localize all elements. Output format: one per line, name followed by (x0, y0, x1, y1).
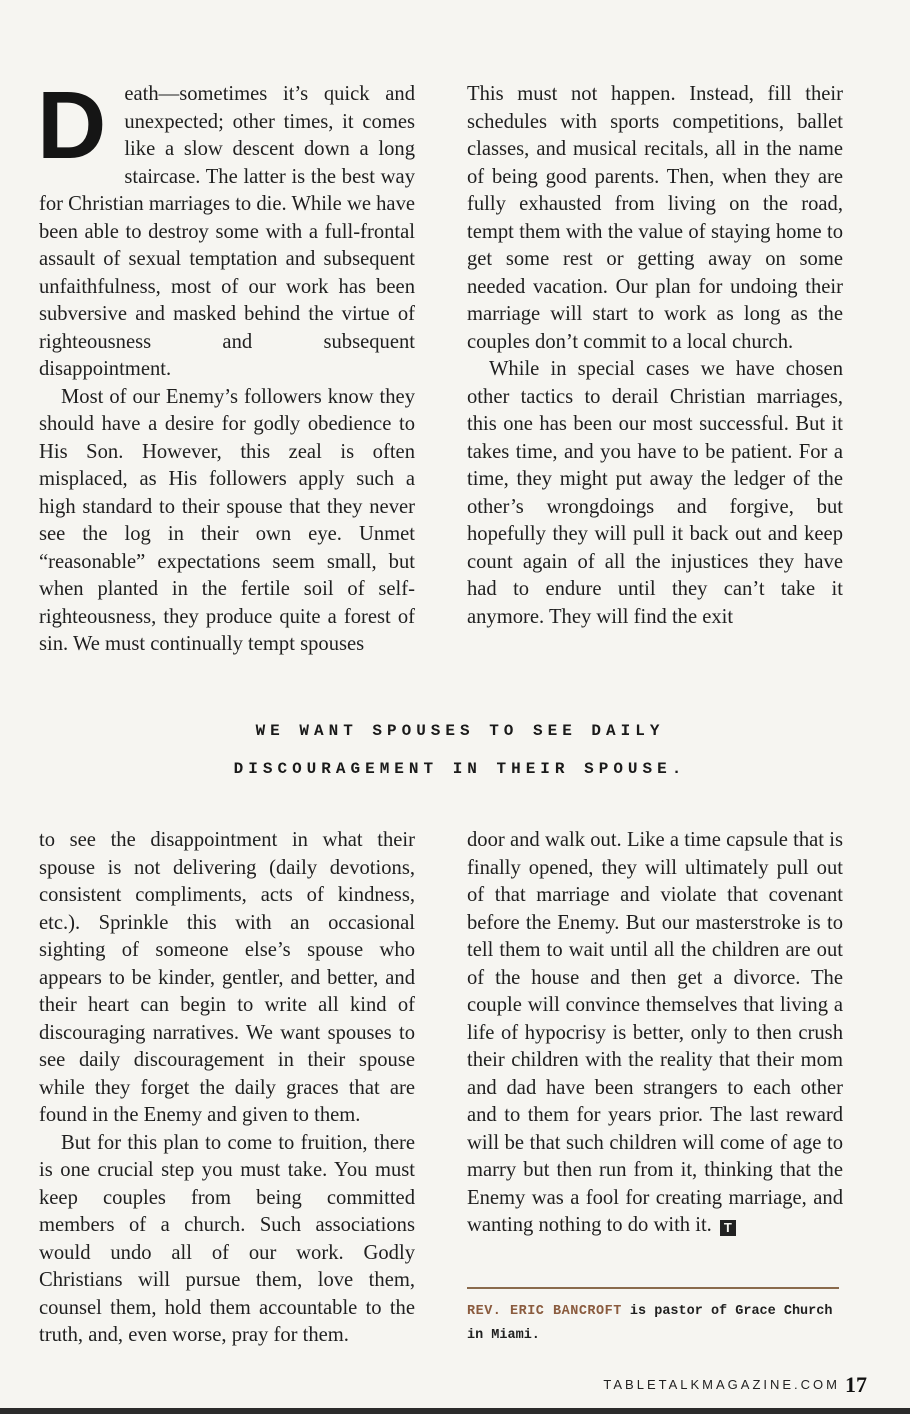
paragraph-text: door and walk out. Like a time capsule that is finally opened, they will ultimately pull out of that marriage and violate that covenant before the Enemy. But our masterstroke is to tell them to wait until all the children are out of the house and then get a divorce. The couple will convince themselves that living a life of hypocrisy is better, only to then crush their children with the reality that their mom and dad have been strangers to each other and to them for years prior. The last reward will be that such children will come of age to marry but then run from it, thinking that the Enemy was a fool for creating marriage, and wanting nothing to do with it. (467, 829, 843, 1236)
author-divider (467, 1287, 839, 1289)
article-column-bottom-left (39, 827, 415, 1350)
article-paragraph: While in special cases we have chosen other tactics to derail Christian marriages, this one has been our most successful. But it takes time, and you have to be patient. For a time, they might put away the ledger of the other’s wrongdoings and forgive, but hopefully they will pull it back out and keep count again of all the injustices they have had to endure until they can’t take it anymore. They will find the exit (467, 358, 843, 628)
page-number: 17 (845, 1372, 867, 1397)
author-name: REV. ERIC BANCROFT (467, 1304, 622, 1319)
page-bottom-edge (0, 1408, 910, 1414)
article-column-top-left (37, 72, 415, 659)
pull-quote-line: WE WANT SPOUSES TO SEE DAILY (255, 722, 665, 740)
article-paragraph (37, 72, 415, 384)
article-paragraph: But for this plan to come to fruition, there is one crucial step you must take. You must keep couples from being committed members of a church. Such associations would undo all of our work. Godly Christians will pursue them, love them, counsel them, hold them accountable to the truth, and, even worse, pray for them. (39, 1131, 415, 1346)
footer-website: TABLETALKMAGAZINE.COM (603, 1377, 840, 1392)
drop-cap: D (37, 72, 107, 179)
pull-quote (120, 712, 800, 788)
article-paragraph: Most of our Enemy’s followers know they should have a desire for godly obedience to His Son. However, this zeal is often misplaced, as His followers apply such a high standard to their spouse that they never see the log in their own eye. Unmet “reasonable” expectations seem small, but when planted in the fertile soil of self-righteousness, they produce quite a forest of sin. We must continually tempt spouses (39, 385, 415, 655)
paragraph-text: eath—sometimes it’s quick and unexpected; other times, it comes like a slow descent down a long staircase. The latter is the best way for Christian marriages to die. While we have been able to destroy some with a full-frontal assault of sexual temptation and subsequent unfaithfulness, most of our work has been subversive and masked behind the virtue of righteousness and subsequent disappointment. (39, 83, 415, 380)
author-bio-text: is pastor of Grace Church in Miami. (467, 1304, 833, 1343)
article-paragraph (467, 827, 843, 1240)
pull-quote-line: DISCOURAGEMENT IN THEIR SPOUSE. (233, 760, 687, 778)
tabletalk-end-mark-icon: T (720, 1220, 736, 1236)
article-column-top-right (467, 81, 843, 631)
article-paragraph: to see the disappointment in what their spouse is not delivering (daily devotions, consistent compliments, acts of kindness, etc.). Sprinkle this with an occasional sighting of someone else’s spouse who appears to be kinder, gentler, and better, and their heart can begin to write all kind of discouraging narratives. We want spouses to see daily discouragement in their spouse while they forget the daily graces that are found in the Enemy and given to them. (39, 829, 415, 1126)
author-bio (467, 1300, 847, 1348)
article-column-bottom-right (467, 827, 843, 1240)
article-paragraph: This must not happen. Instead, fill their schedules with sports competitions, ballet classes, and musical recitals, all in the name of being good parents. Then, when they are fully exhausted from living on the road, tempt them with the value of staying home to get some rest or getting away on some needed vacation. Our plan for undoing their marriage will start to work as long as the couples don’t commit to a local church. (467, 83, 843, 353)
